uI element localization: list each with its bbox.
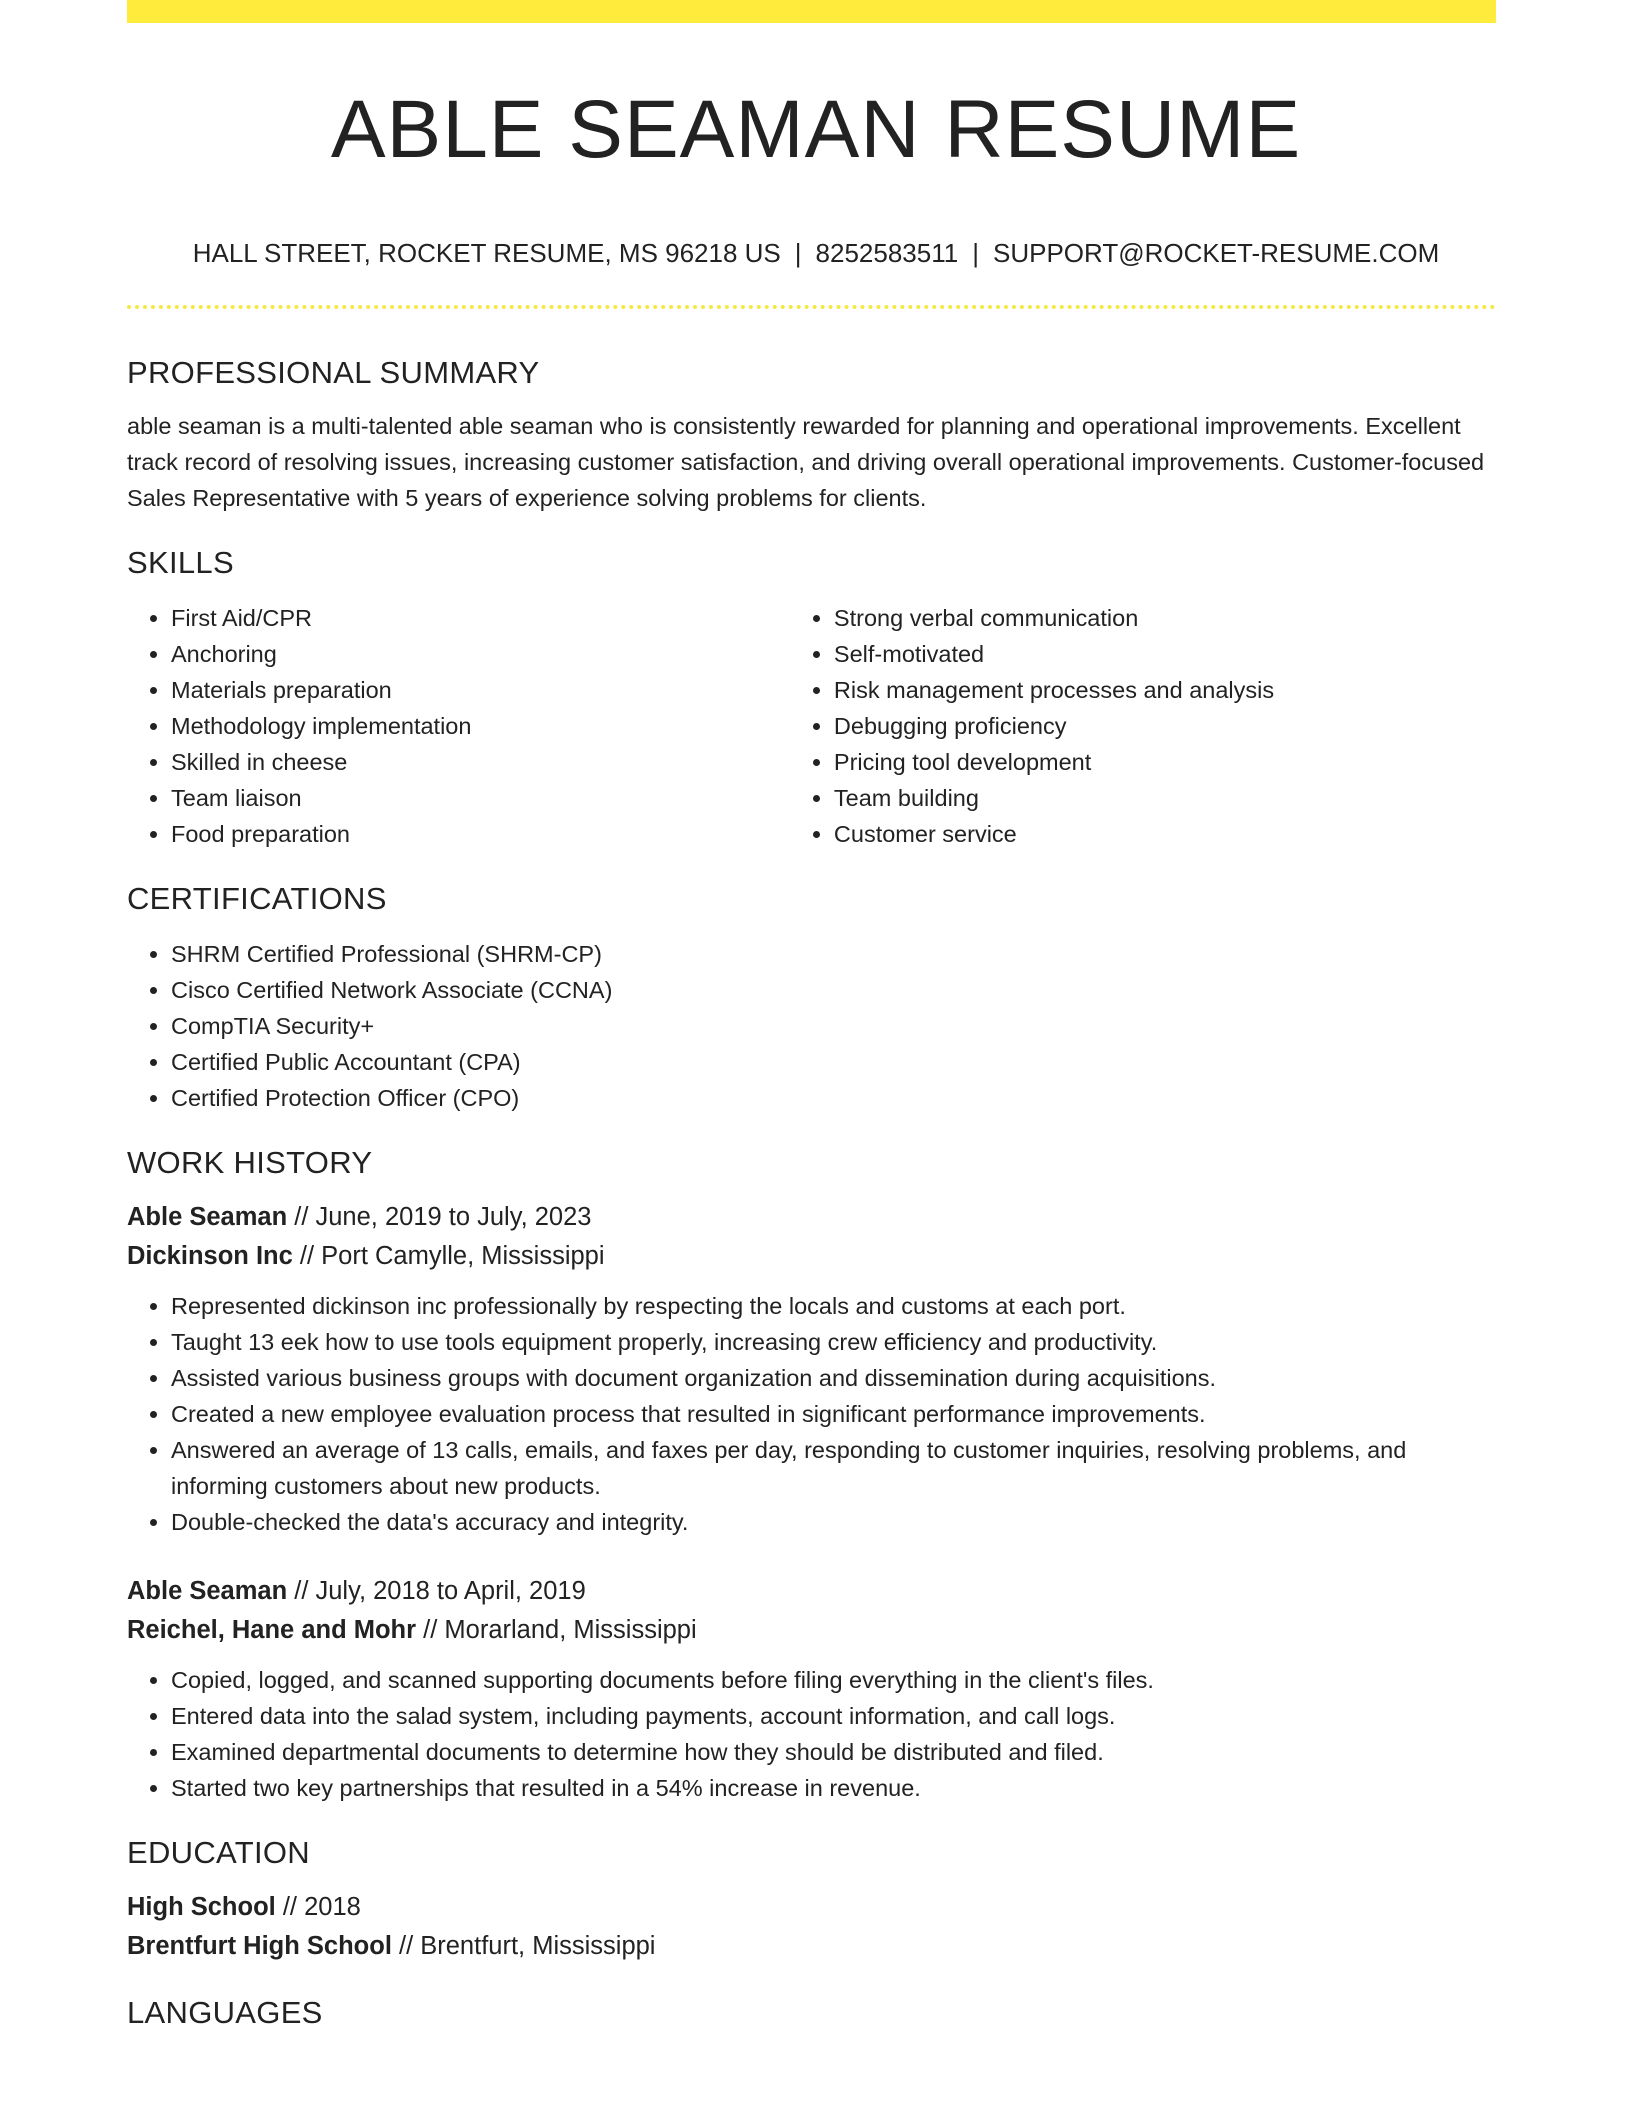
education-section (127, 1830, 1496, 1966)
job-bullets (127, 1662, 1496, 1806)
skills-columns (127, 600, 1496, 852)
contact-line (0, 236, 1632, 270)
job-bullet: • Represented dickinson inc professionally by respecting the locals and customs at each port. (171, 1288, 1496, 1324)
education-entry (127, 1888, 1496, 1966)
education-heading: EDUCATION (127, 1835, 310, 1870)
job-bullets (127, 1288, 1496, 1540)
skill-item: • Skilled in cheese (171, 744, 790, 780)
skills-list-right (790, 600, 1496, 852)
skill-item: • Self-motivated (834, 636, 1496, 672)
job-company: Dickinson Inc (127, 1242, 293, 1270)
resume-content (127, 350, 1496, 2036)
contact-separator: | (972, 238, 979, 268)
certification-item: • SHRM Certified Professional (SHRM-CP) (171, 936, 1496, 972)
job-title-line (127, 1572, 1496, 1611)
certification-item: • Certified Public Accountant (CPA) (171, 1044, 1496, 1080)
education-degree: High School (127, 1893, 276, 1921)
job-company: Reichel, Hane and Mohr (127, 1616, 417, 1644)
education-school-line (127, 1927, 1496, 1966)
job-bullet: • Created a new employee evaluation process that resulted in significant performance improvements. (171, 1396, 1496, 1432)
contact-email: SUPPORT@ROCKET-RESUME.COM (992, 238, 1440, 268)
languages-heading: LANGUAGES (127, 1995, 323, 2030)
job-location: // Port Camylle, Mississippi (292, 1242, 605, 1270)
job-title: Able Seaman (127, 1203, 288, 1231)
job-dates: // July, 2018 to April, 2019 (287, 1577, 586, 1605)
job-bullet: • Double-checked the data's accuracy and integrity. (171, 1504, 1496, 1540)
contact-address: HALL STREET, ROCKET RESUME, MS 96218 US (192, 238, 781, 268)
skill-item: • Anchoring (171, 636, 790, 672)
job-company-line (127, 1237, 1496, 1276)
languages-section (127, 1990, 1496, 2036)
job-bullet: • Answered an average of 13 calls, emails, and faxes per day, responding to customer inquiries, resolving problems, and informing customers about new products. (171, 1432, 1496, 1504)
resume-title: ABLE SEAMAN RESUME (330, 84, 1302, 175)
skills-section (127, 540, 1496, 852)
work-history-section (127, 1140, 1496, 1806)
summary-section (127, 350, 1496, 516)
job-bullet: • Examined departmental documents to determine how they should be distributed and filed. (171, 1734, 1496, 1770)
skill-item: • Pricing tool development (834, 744, 1496, 780)
education-degree-line (127, 1888, 1496, 1927)
skills-heading: SKILLS (127, 545, 234, 580)
skill-item: • Methodology implementation (171, 708, 790, 744)
education-year: // 2018 (275, 1893, 361, 1921)
accent-bar (127, 0, 1496, 23)
job-location: // Morarland, Mississippi (416, 1616, 697, 1644)
certification-item: • CompTIA Security+ (171, 1008, 1496, 1044)
job-bullet: • Assisted various business groups with document organization and dissemination during acquisitions. (171, 1360, 1496, 1396)
certifications-list (127, 936, 1496, 1116)
skill-item: • Team liaison (171, 780, 790, 816)
certification-item: • Certified Protection Officer (CPO) (171, 1080, 1496, 1116)
job-entry (127, 1572, 1496, 1806)
skill-item: • Materials preparation (171, 672, 790, 708)
certifications-heading: CERTIFICATIONS (127, 881, 387, 916)
skills-list-left (127, 600, 790, 852)
skill-item: • Food preparation (171, 816, 790, 852)
job-bullet: • Taught 13 eek how to use tools equipment properly, increasing crew efficiency and productivity. (171, 1324, 1496, 1360)
job-company-line (127, 1611, 1496, 1650)
work-history-heading: WORK HISTORY (127, 1145, 373, 1180)
certifications-section (127, 876, 1496, 1116)
job-entry (127, 1198, 1496, 1540)
job-dates: // June, 2019 to July, 2023 (287, 1203, 592, 1231)
education-school: Brentfurt High School (127, 1932, 392, 1960)
skill-item: • First Aid/CPR (171, 600, 790, 636)
skill-item: • Debugging proficiency (834, 708, 1496, 744)
skill-item: • Strong verbal communication (834, 600, 1496, 636)
job-bullet: • Copied, logged, and scanned supporting documents before filing everything in the client's files. (171, 1662, 1496, 1698)
skill-item: • Customer service (834, 816, 1496, 852)
certification-item: • Cisco Certified Network Associate (CCNA) (171, 972, 1496, 1008)
job-bullet: • Entered data into the salad system, including payments, account information, and call logs. (171, 1698, 1496, 1734)
dotted-divider (127, 305, 1496, 309)
job-bullet: • Started two key partnerships that resulted in a 54% increase in revenue. (171, 1770, 1496, 1806)
contact-separator: | (794, 238, 802, 268)
job-title: Able Seaman (127, 1577, 288, 1605)
skill-item: • Team building (834, 780, 1496, 816)
contact-phone: 8252583511 (815, 238, 959, 268)
skill-item: • Risk management processes and analysis (834, 672, 1496, 708)
education-location: // Brentfurt, Mississippi (391, 1932, 656, 1960)
summary-heading: PROFESSIONAL SUMMARY (127, 355, 540, 390)
summary-text: able seaman is a multi-talented able seaman who is consistently rewarded for planning and operational improvements. Excellent track record of resolving issues, increasing customer satisfaction, and driving overall operational improvements. Customer-focused Sales Representative with 5 years of experience solving problems for clients. (127, 413, 1485, 511)
job-title-line (127, 1198, 1496, 1237)
